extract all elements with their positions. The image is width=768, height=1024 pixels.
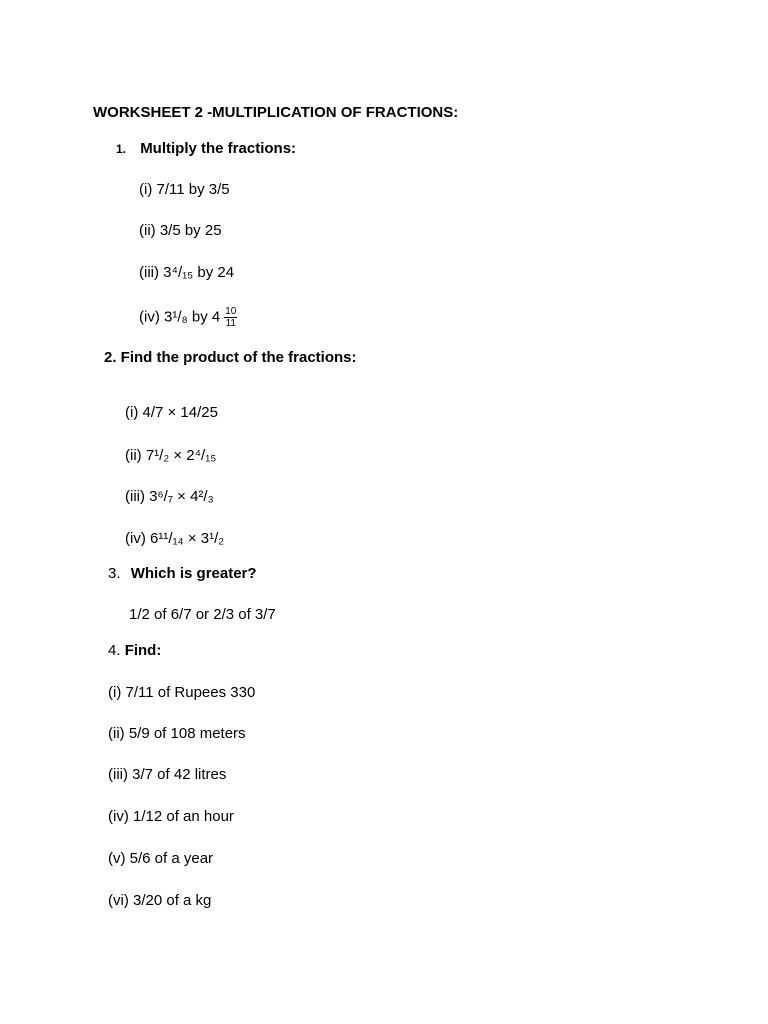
question-4-heading [108,641,161,661]
question-2-item-3: (iii) 3⁶/₇ × 4²/₃ [125,488,214,505]
question-4-item-5: (v) 5/6 of a year [108,850,214,867]
question-2-item-2: (ii) 7¹/₂ × 2⁴/₁₅ [125,447,217,464]
fraction-denominator: 11 [225,318,236,329]
question-4-item-6: (vi) 3/20 of a kg [108,892,212,909]
question-1-heading [116,139,296,159]
question-4-text: Find: [124,642,162,659]
question-3-text: Which is greater? [130,565,257,582]
question-1-item-1: (i) 7/11 by 3/5 [139,181,230,198]
question-1-text: Multiply the fractions: [140,140,297,157]
question-2-heading: 2. Find the product of the fractions: [104,349,357,366]
question-1-item-4-text: (iv) 3¹/₈ by 4 [139,308,221,326]
question-4-number: 4. [108,642,121,659]
question-1-item-4 [139,306,237,329]
question-1-number: 1. [116,142,127,156]
question-4-item-2: (ii) 5/9 of 108 meters [108,725,246,742]
question-1-item-3: (iii) 3⁴/₁₅ by 24 [139,264,235,281]
fraction-numerator: 10 [225,306,237,317]
question-4-item-4: (iv) 1/12 of an hour [108,808,234,825]
question-4-item-1: (i) 7/11 of Rupees 330 [108,684,256,701]
question-3-comparison: 1/2 of 6/7 or 2/3 of 3/7 [129,606,276,623]
question-3-heading [108,564,257,584]
stacked-fraction [224,306,237,329]
worksheet-title: WORKSHEET 2 -MULTIPLICATION OF FRACTIONS: [93,104,459,121]
question-2-item-4: (iv) 6¹¹/₁₄ × 3¹/₂ [125,530,225,547]
question-4-item-3: (iii) 3/7 of 42 litres [108,766,227,783]
question-3-number: 3. [108,565,121,582]
question-2-item-1: (i) 4/7 × 14/25 [125,404,218,421]
question-1-item-2: (ii) 3/5 by 25 [139,222,222,239]
